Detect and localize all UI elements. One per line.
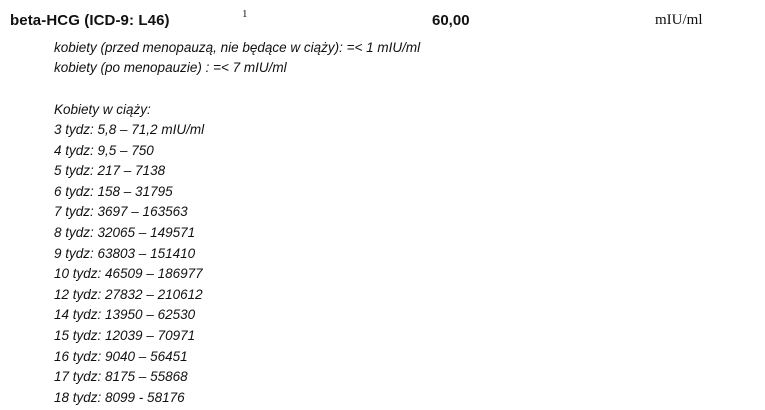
pregnancy-week-row: 18 tydz: 8099 - 58176 [54, 389, 185, 405]
pregnancy-week-row: 9 tydz: 63803 – 151410 [54, 245, 196, 261]
test-name: beta-HCG (ICD-9: L46) [10, 12, 170, 29]
pregnancy-week-row: 6 tydz: 158 – 31795 [54, 183, 173, 199]
pregnancy-week-row: 16 tydz: 9040 – 56451 [54, 348, 188, 364]
footnote-marker: 1 [242, 8, 248, 20]
pregnancy-week-row: 4 tydz: 9,5 – 750 [54, 142, 154, 158]
reference-range-line: kobiety (po menopauzie) : =< 7 mIU/ml [54, 60, 287, 75]
pregnancy-week-row: 15 tydz: 12039 – 70971 [54, 327, 196, 343]
pregnancy-week-row: 3 tydz: 5,8 – 71,2 mIU/ml [54, 122, 205, 137]
result-value: 60,00 [432, 12, 470, 29]
pregnancy-week-row: 12 tydz: 27832 – 210612 [54, 286, 203, 302]
result-header-row [0, 8, 765, 34]
pregnancy-block-title: Kobiety w ciąży: [54, 102, 151, 117]
result-unit: mIU/ml [655, 12, 703, 28]
reference-ranges [0, 38, 765, 78]
pregnancy-week-row: 10 tydz: 46509 – 186977 [54, 266, 203, 282]
reference-range-line: kobiety (przed menopauzą, nie będące w ciąży): =< 1 mIU/ml [54, 40, 421, 55]
pregnancy-week-row: 14 tydz: 13950 – 62530 [54, 307, 196, 323]
pregnancy-week-row: 5 tydz: 217 – 7138 [54, 163, 166, 179]
pregnancy-week-row: 8 tydz: 32065 – 149571 [54, 224, 196, 240]
pregnancy-week-row: 7 tydz: 3697 – 163563 [54, 204, 188, 220]
pregnancy-reference-block [0, 100, 765, 408]
pregnancy-week-row: 17 tydz: 8175 – 55868 [54, 369, 188, 385]
